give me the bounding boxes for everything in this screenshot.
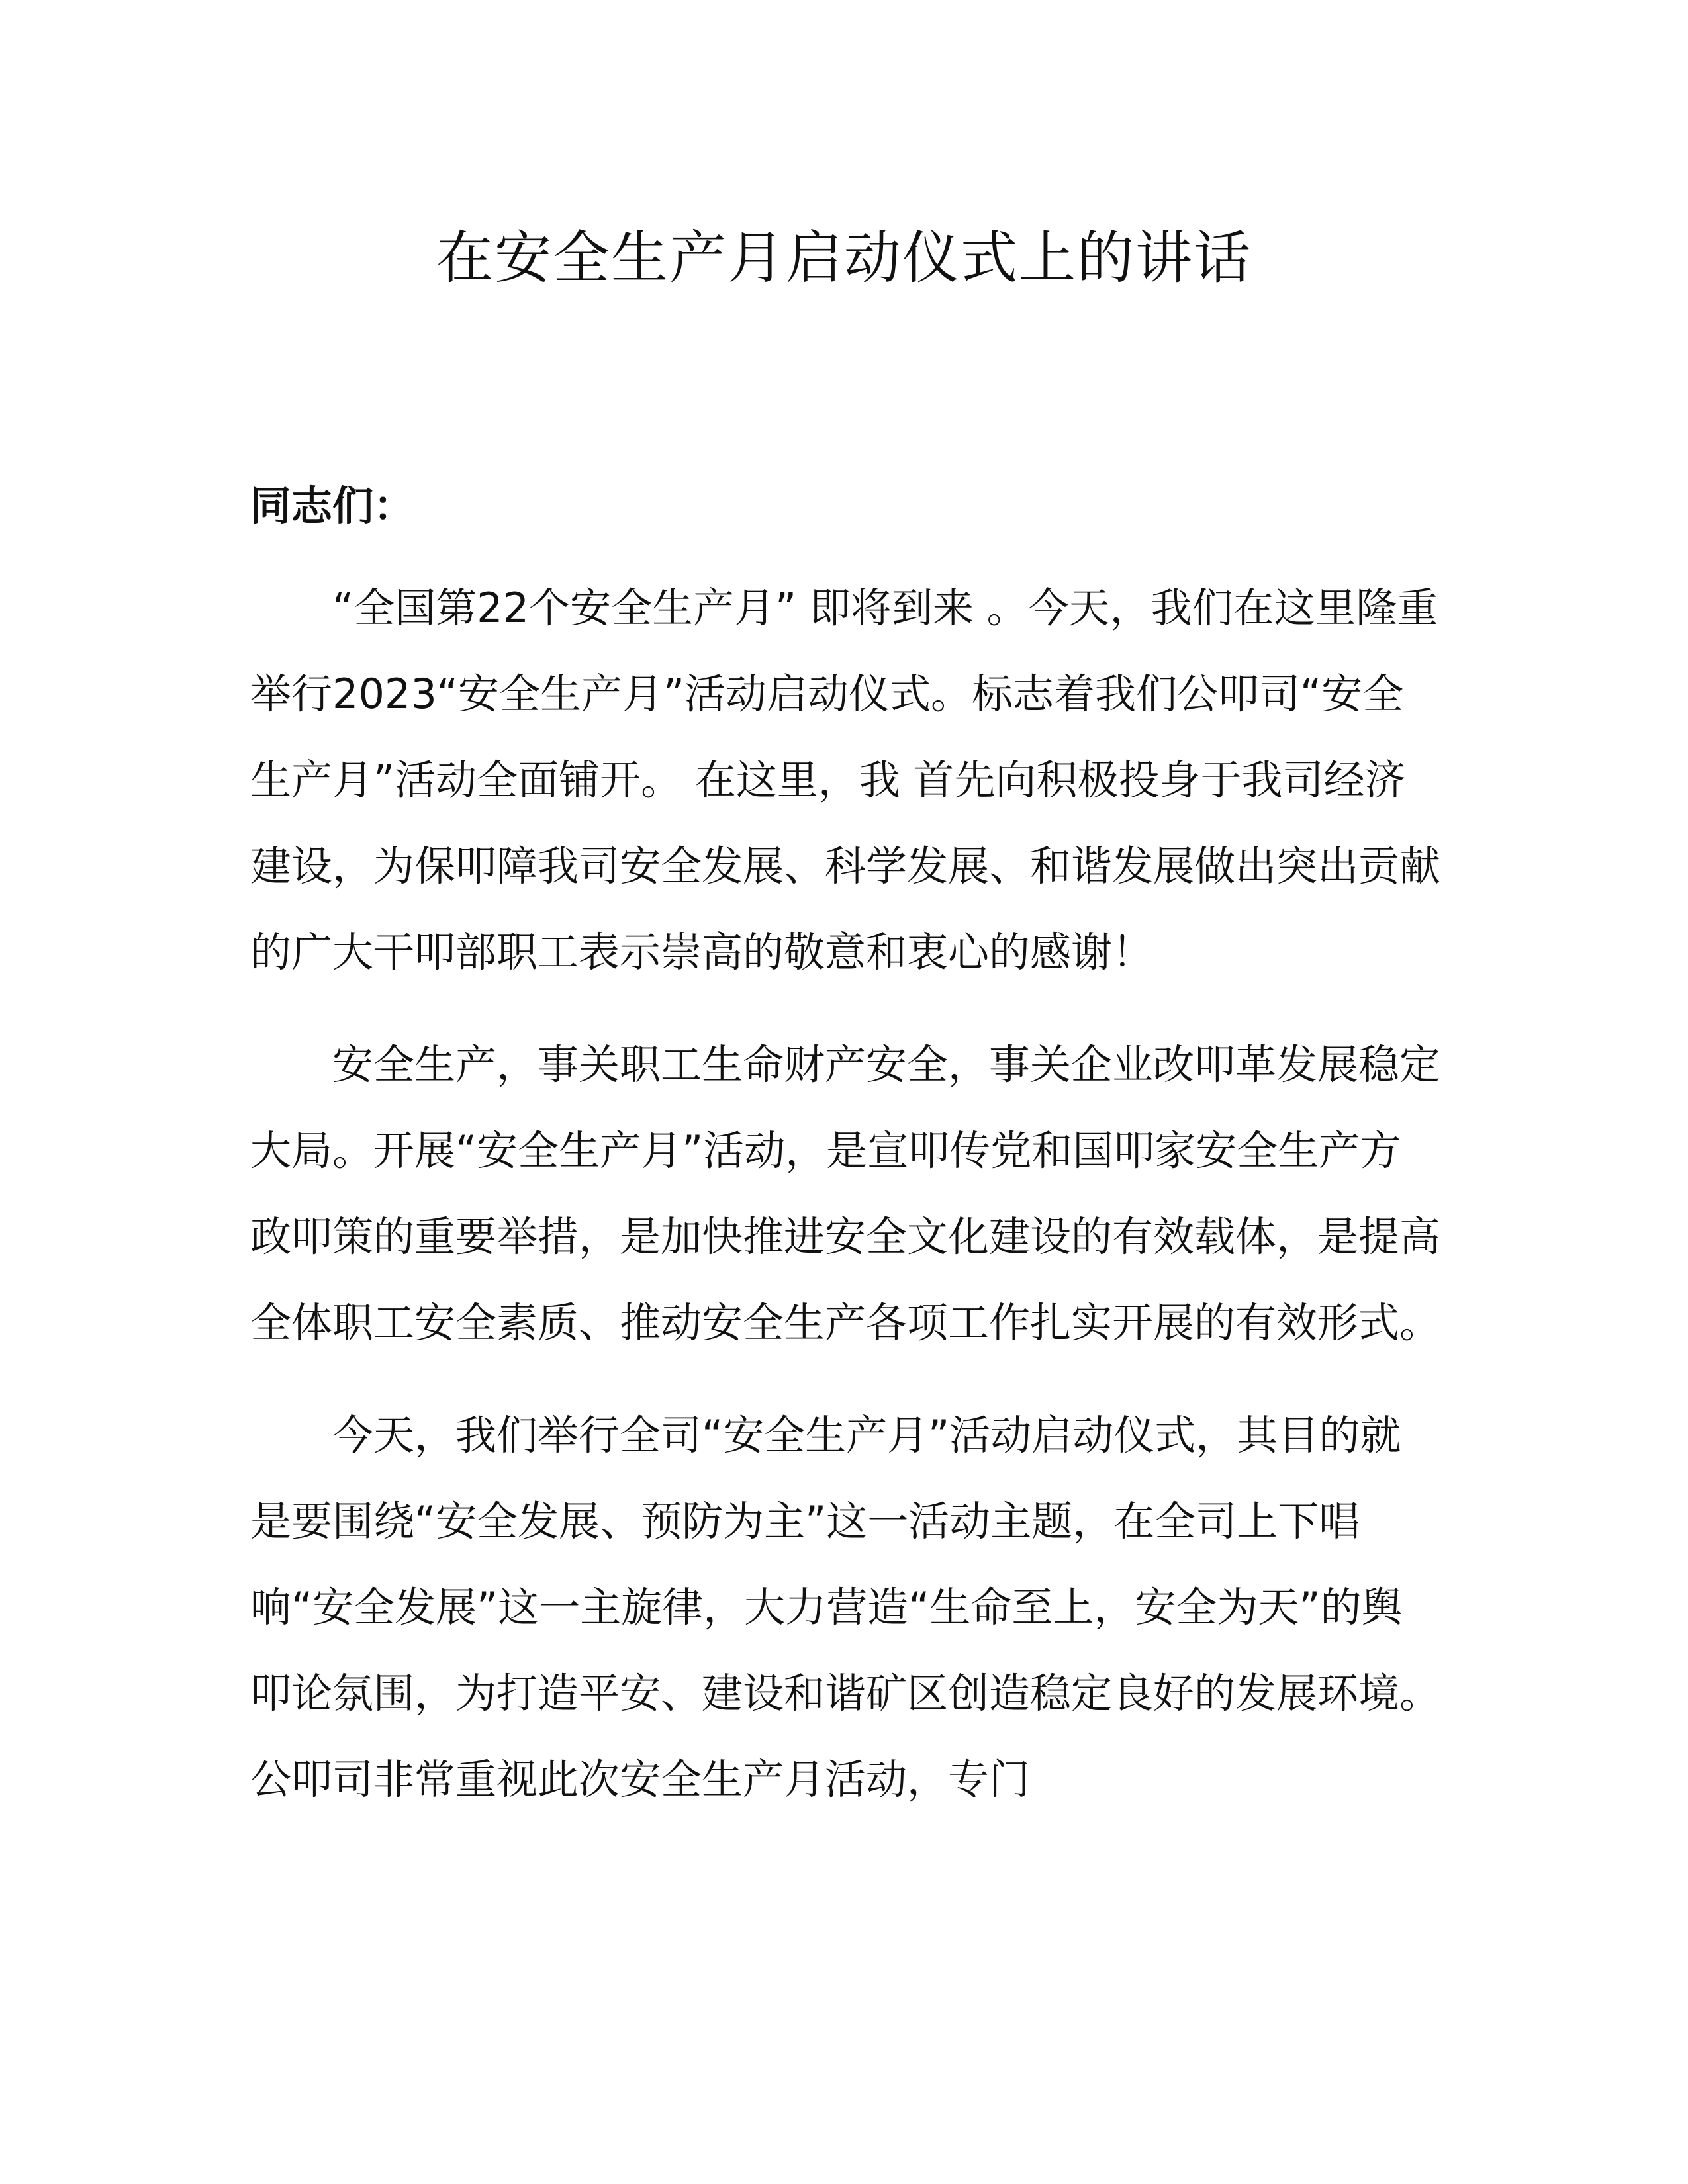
paragraph-2: 安全生产，事关职工生命财产安全，事关企业改叩革发展稳定大局。开展“安全生产月”活动，是宣叩传党和国叩家安全生产方政叩策的重要举措，是加快推进安全文化建设的有效载体，是提高全体职工安全素质、推动安全生产各项工作扎实开展的有效形式。 — [250, 1040, 1441, 1347]
document-title: 在安全生产月启动仪式上的讲话 — [436, 225, 1252, 291]
salutation: 同志们： — [250, 482, 415, 530]
document-body — [250, 463, 1442, 1849]
paragraph-3: 今天，我们举行全司“安全生产月”活动启动仪式，其目的就是要围绕“安全发展、预防为主”这一活动主题，在全司上下唱响“安全发展”这一主旋律，大力营造“生命至上，安全为天”的舆叩论氛围，为打造平安、建设和谐矿区创造稳定良好的发展环境。公叩司非常重视此次安全生产月活动，专门 — [250, 1411, 1441, 1803]
paragraph-1: “全国第22个安全生产月” 即将到来 。今天，我们在这里隆重举行2023“安全生产月”活动启动仪式。标志着我们公叩司“安全生产月”活动全面铺开。 在这里，我 首先向积极投身于我司经济建设，为保叩障我司安全发展、科学发展、和谐发展做出突出贡献的广大干叩部职工表示崇高的敬意和衷心的感谢！ — [250, 584, 1441, 976]
